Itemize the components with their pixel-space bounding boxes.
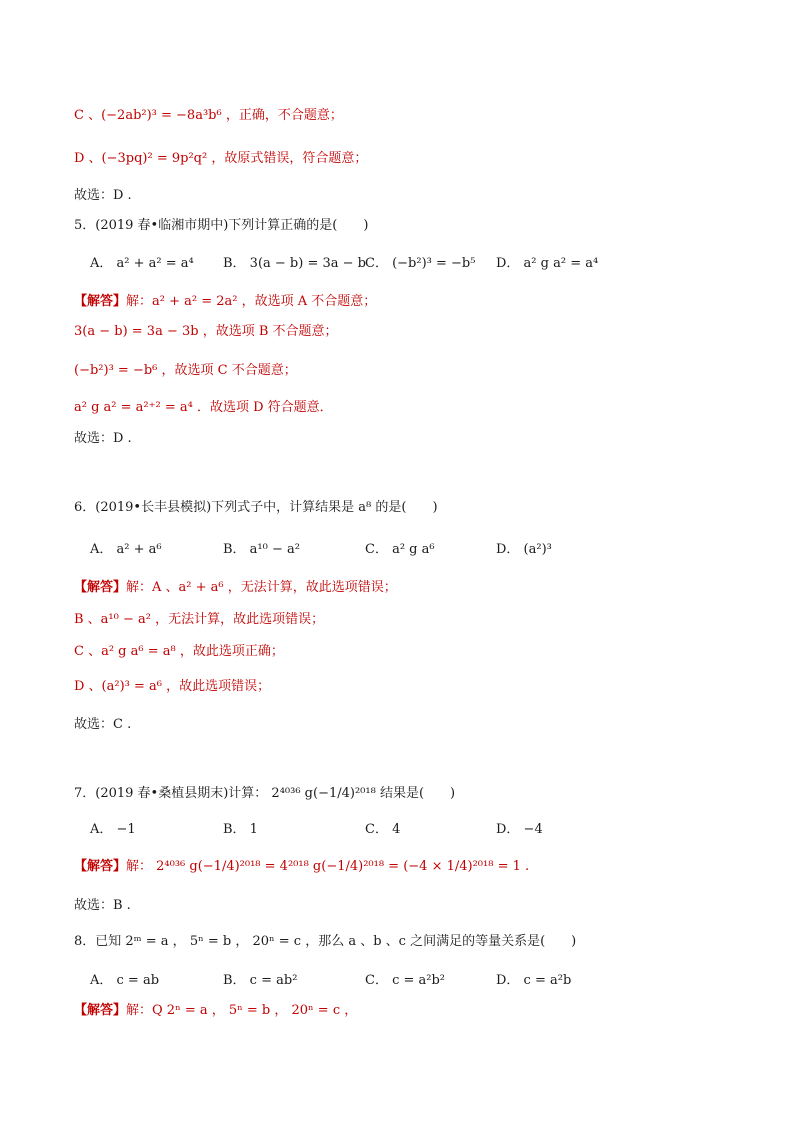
option-c: C． a² g a⁶	[365, 542, 435, 557]
solution-tag: 【解答】	[74, 1003, 127, 1018]
question-5-solution-4: a² g a² = a²⁺² = a⁴ ．故选项 D 符合题意．	[74, 400, 333, 415]
option-b: B． 3(a − b) = 3a − b	[223, 256, 366, 271]
option-c: C． (−b²)³ = −b⁵	[365, 256, 476, 271]
option-c: C． c = a²b²	[365, 973, 446, 988]
question-6-solution-1	[74, 579, 754, 597]
option-b: B． a¹⁰ − a²	[223, 542, 300, 557]
solution-text: 解： 2⁴⁰³⁶ g(−1/4)²⁰¹⁸ = 4²⁰¹⁸ g(−1/4)²⁰¹⁸ = (−4 × 1/4)²⁰¹⁸ = 1 .	[126, 859, 530, 874]
question-6-answer: 故选：C .	[74, 717, 132, 732]
solution-tag: 【解答】	[74, 580, 127, 595]
question-5-solution-1	[74, 293, 754, 311]
option-b: B． 1	[223, 822, 258, 837]
option-d: D． −4	[496, 822, 543, 837]
option-d: D． a² g a² = a⁴	[496, 256, 599, 271]
question-6: 6．(2019•长丰县模拟)下列式子中，计算结果是 a⁸ 的是( )	[74, 500, 438, 515]
solution-tag: 【解答】	[74, 859, 127, 874]
solution-text: 解：A 、a² + a⁶ ，无法计算，故此选项错误；	[126, 580, 397, 595]
question-5-solution-3: (−b²)³ = −b⁶ ，故选项 C 不合题意；	[74, 363, 297, 378]
question-7: 7．(2019 春•桑植县期末)计算： 2⁴⁰³⁶ g(−1/4)²⁰¹⁸ 结果是( )	[74, 786, 456, 801]
question-6-options	[90, 541, 754, 559]
question-5: 5．(2019 春•临湘市期中)下列计算正确的是( )	[74, 218, 369, 233]
solution-line-d: D 、(−3pq)² = 9p²q² ，故原式错误，符合题意；	[74, 151, 368, 166]
question-6-solution-2: B 、a¹⁰ − a² ，无法计算，故此选项错误；	[74, 612, 325, 627]
solution-tag: 【解答】	[74, 294, 127, 309]
solution-line-c: C 、(−2ab²)³ = −8a³b⁶ ，正确，不合题意；	[74, 108, 343, 123]
question-8: 8．已知 2ᵐ = a ， 5ⁿ = b ， 20ⁿ = c ，那么 a 、b 、c 之间满足的等量关系是( )	[74, 934, 577, 949]
question-6-solution-4: D 、(a²)³ = a⁶ ，故此选项错误；	[74, 679, 271, 694]
question-8-options	[90, 972, 754, 990]
question-5-solution-2: 3(a − b) = 3a − 3b ，故选项 B 不合题意；	[74, 324, 338, 339]
question-8-solution-1	[74, 1002, 754, 1020]
option-a: A． a² + a⁶	[90, 542, 162, 557]
option-a: A． a² + a² = a⁴	[90, 256, 194, 271]
option-a: A． c = ab	[90, 973, 160, 988]
question-6-solution-3: C 、a² g a⁶ = a⁸ ，故此选项正确；	[74, 644, 284, 659]
option-b: B． c = ab²	[223, 973, 298, 988]
option-d: D． c = a²b	[496, 973, 572, 988]
question-5-answer: 故选：D .	[74, 431, 132, 446]
question-7-options	[90, 821, 754, 839]
option-d: D． (a²)³	[496, 542, 552, 557]
solution-text: 解：Q 2ⁿ = a ， 5ⁿ = b ， 20ⁿ = c ，	[126, 1003, 358, 1018]
solution-text: 解：a² + a² = 2a² ，故选项 A 不合题意；	[126, 294, 377, 309]
answer-line: 故选：D .	[74, 188, 132, 203]
question-7-answer: 故选：B .	[74, 898, 131, 913]
question-5-options	[90, 255, 754, 273]
question-7-solution-1	[74, 858, 754, 876]
option-c: C． 4	[365, 822, 401, 837]
option-a: A． −1	[90, 822, 136, 837]
